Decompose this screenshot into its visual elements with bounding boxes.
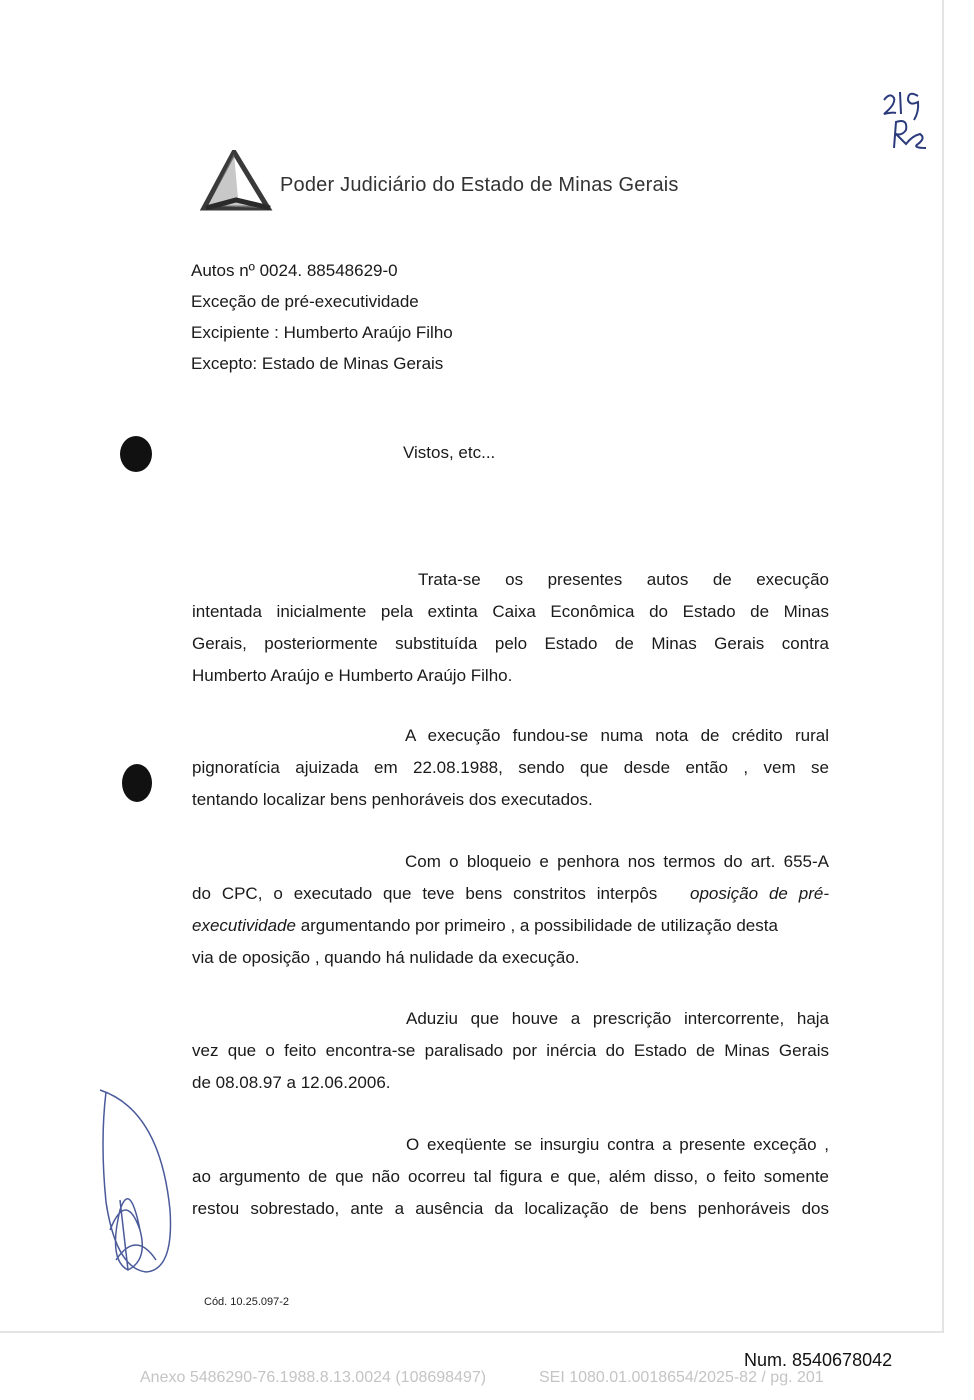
annex-reference: Anexo 5486290-76.1988.8.13.0024 (108698497)	[140, 1369, 487, 1386]
case-metadata	[191, 255, 453, 379]
paragraph-line: restou sobrestado, ante a ausência da localização de bens penhoráveis dos	[192, 1199, 829, 1218]
paragraph-line: O exeqüente se insurgiu contra a presente exceção ,	[406, 1135, 829, 1154]
punch-hole	[122, 764, 152, 802]
paragraph-2	[192, 720, 829, 816]
paragraph-line: Trata-se os presentes autos de execução	[418, 570, 829, 589]
case-type: Exceção de pré-executividade	[191, 292, 419, 311]
paragraph-line	[192, 910, 829, 942]
paragraph-5	[192, 1129, 829, 1225]
excepto: Excepto: Estado de Minas Gerais	[191, 354, 444, 373]
paragraph-line: ao argumento de que não ocorreu tal figura e que, além disso, o feito somente	[192, 1167, 829, 1186]
tjmg-triangle-logo	[200, 150, 276, 214]
page-edge	[942, 0, 944, 1332]
handwritten-signature	[90, 1080, 180, 1280]
page-edge	[0, 1331, 944, 1333]
paragraph-line	[192, 878, 829, 910]
court-name: Poder Judiciário do Estado de Minas Gerais	[280, 174, 679, 196]
paragraph-line: pignoratícia ajuizada em 22.08.1988, sendo que desde então , vem se	[192, 758, 829, 777]
paragraph-line: vez que o feito encontra-se paralisado por inércia do Estado de Minas Gerais	[192, 1041, 829, 1060]
paragraph-line: de 08.08.97 a 12.06.2006.	[192, 1073, 391, 1092]
paragraph-line: Com o bloqueio e penhora nos termos do art. 655-A	[405, 852, 829, 871]
sei-reference: SEI 1080.01.0018654/2025-82 / pg. 201	[539, 1369, 824, 1386]
punch-hole	[120, 436, 152, 472]
paragraph-text: argumentando por primeiro , a possibilidade de utilização desta	[295, 916, 778, 935]
paragraph-line: Aduziu que houve a prescrição intercorrente, haja	[406, 1009, 829, 1028]
paragraph-line: via de oposição , quando há nulidade da execução.	[192, 948, 580, 967]
paragraph-line: Gerais, posteriormente substituída pelo Estado de Minas Gerais contra	[192, 634, 829, 653]
excipient: Excipiente : Humberto Araújo Filho	[191, 323, 453, 342]
paragraph-1	[192, 564, 829, 692]
form-code: Cód. 10.25.097-2	[204, 1296, 290, 1308]
italic-term: oposição de pré-	[689, 884, 829, 903]
paragraph-4	[192, 1003, 829, 1099]
document-number: Num. 8540678042	[744, 1350, 893, 1370]
paragraph-line: A execução fundou-se numa nota de crédito rural	[405, 726, 829, 745]
handwritten-folio-mark	[872, 86, 936, 154]
paragraph-line: Humberto Araújo e Humberto Araújo Filho.	[192, 666, 513, 685]
paragraph-line: intentada inicialmente pela extinta Caixa Econômica do Estado de Minas	[192, 602, 829, 621]
document-header	[200, 150, 800, 220]
paragraph-text: do CPC, o executado que teve bens constritos interpôs	[192, 884, 658, 903]
paragraph-3	[192, 846, 829, 974]
case-number: Autos nº 0024. 88548629-0	[191, 261, 398, 280]
vistos-line: Vistos, etc...	[403, 443, 496, 462]
italic-term: executividade	[192, 916, 296, 935]
paragraph-line: tentando localizar bens penhoráveis dos executados.	[192, 790, 593, 809]
